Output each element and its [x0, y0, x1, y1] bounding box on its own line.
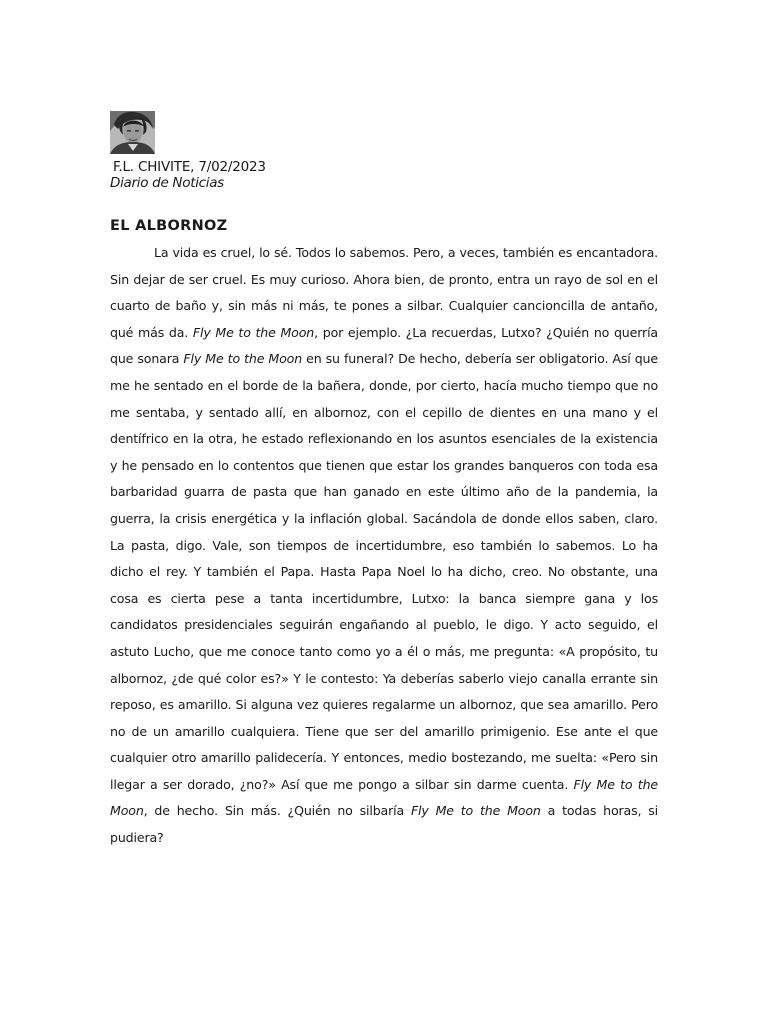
body-segment: , por ejemplo. ¿La recuerdas, Lutxo? ¿Quién no querría que sonara — [110, 324, 658, 367]
song-title-reference: Fly Me to the Moon — [183, 351, 303, 367]
author-date: F.L. CHIVITE, 7/02/2023 — [113, 159, 266, 175]
body-segment: en su funeral? De hecho, debería ser obligatorio. Así que me he sentado en el borde de la bañera, donde, por cierto, hacía mucho tiempo que no me sentaba, y sentado allí, en albornoz, con el cepillo de dientes en una mano y el dentífrico en la otra, he estado reflexionando en los asuntos esenciales de la existencia y he pensado en lo contentos que tienen que estar los grandes banqueros con toda esa barbaridad guarra de pasta que han ganado en este último año de la pandemia, la guerra, la crisis energética y la inflación global. Sacándola de donde ellos saben, claro. La pasta, digo. Vale, son tiempos de incertidumbre, eso también lo sabemos. Lo ha dicho el rey. Y también el Papa. Hasta Papa Noel lo ha dicho, creo. No obstante, una cosa es cierta pese a tanta incertidumbre, Lutxo: la banca siempre gana y los candidatos presidenciales seguirán engañando al pueblo, le digo. Y acto seguido, el astuto Lucho, que me conoce tanto como yo a él o más, me pregunta: «A propósito, tu albornoz, ¿de qué color es?» Y le contesto: Ya deberías saberlo viejo canalla errante sin reposo, es amarillo. Si alguna vez quieres regalarme un albornoz, que sea amarillo. Pero no de un amarillo cualquiera. Tiene que ser del amarillo primigenio. Ese ante el que cualquier otro amarillo palidecería. Y entonces, medio bostezando, me suelta: «Pero sin llegar a ser dorado, ¿no?» Así que me pongo a silbar sin darme cuenta. — [110, 351, 658, 792]
body-segment: a todas horas, si pudiera? — [110, 803, 659, 846]
song-title-reference: Fly Me to the Moon — [192, 324, 315, 340]
publication-name: Diario de Noticias — [110, 175, 224, 191]
author-photo — [110, 111, 155, 154]
article-title: EL ALBORNOZ — [110, 218, 228, 234]
body-segment: , de hecho. Sin más. ¿Quién no silbaría — [143, 803, 411, 819]
song-title-reference: Fly Me to the Moon — [410, 803, 541, 819]
body-segment: La vida es cruel, lo sé. Todos lo sabemos. Pero, a veces, también es encantadora. Sin dejar de ser cruel. Es muy curioso. Ahora bien, de pronto, entra un rayo de sol en el cuarto de baño y, sin más ni más, te pones a silbar. Cualquier cancioncilla de antaño, qué más da. — [110, 245, 658, 340]
song-title-reference: Fly Me to the Moon — [110, 776, 658, 819]
article-body — [110, 240, 658, 852]
author-portrait-image — [110, 111, 155, 154]
